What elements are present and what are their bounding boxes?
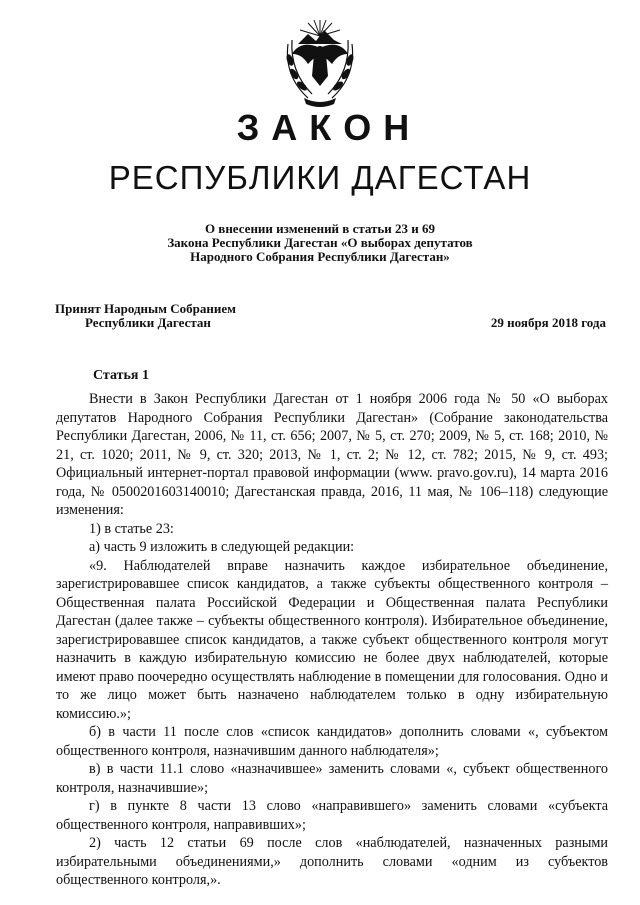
article-body [56,390,608,890]
law-subtitle: РЕСПУБЛИКИ ДАГЕСТАН [108,159,532,196]
article-paragraph: 2) часть 12 статьи 69 после слов «наблюдателей, назначенных разными избирательными объединениями,» дополнить словами «одним из субъектов общественного контроля,». [56,835,608,888]
article-paragraph: б) в части 11 после слов «список кандидатов» дополнить словами «, субъектом общественного контроля, назначившим данного наблюдателя»; [56,724,608,759]
article-title: Статья 1 [93,368,149,383]
adoption-line: Республики Дагестан [85,315,211,330]
adoption-info [55,302,236,330]
law-title: ЗАКОН [236,107,422,148]
article-paragraph: Внести в Закон Республики Дагестан от 1 ноября 2006 года № 50 «О выборах депутатов Народного Собрания Республики Дагестан» (Собрание законодательства Республики Дагестан, 2006, № 11, ст. 656; 2007, № 5, ст. 270; 2009, № 5, ст. 168; 2010, № 21, ст. 1020; 2011, № 9, ст. 320; 2013, № 1, ст. 2; № 12, ст. 782; 2015, № 9, ст. 493; Официальный интернет-портал правовой информации (www. pravo.gov.ru), 14 марта 2016 года, № 0500201603140010; Дагестанская правда, 2016, 11 мая, № 106–118) следующие изменения: [56,391,608,518]
law-name [0,222,640,264]
adoption-line: Принят Народным Собранием [55,301,237,316]
law-name-line: О внесении изменений в статьи 23 и 69 [204,221,436,236]
dagestan-eagle-emblem-icon [278,14,362,110]
adoption-date: 29 ноября 2018 года [490,315,606,330]
article-paragraph: г) в пункте 8 части 13 слово «направившего» заменить словами «субъекта общественного контроля, направивших»; [56,798,608,833]
article-paragraph: а) часть 9 изложить в следующей редакции: [89,539,355,555]
law-name-line: Народного Собрания Республики Дагестан» [190,249,450,264]
article-paragraph: в) в части 11.1 слово «назначившее» заменить словами «, субъект общественного контроля, назначившие»; [56,761,608,796]
article-paragraph: 1) в статье 23: [89,520,174,537]
law-name-line: Закона Республики Дагестан «О выборах депутатов [167,235,473,250]
article-paragraph: «9. Наблюдателей вправе назначить каждое избирательное объединение, зарегистрировавшее список кандидатов, а также субъекты общественного контроля – Общественная палата Российской Федерации и Общественная палата Республики Дагестан (далее также – субъекты общественного контроля). Избирательное объединение, зарегистрировавшее список кандидатов, а также субъект общественного контроля могут назначить в каждую избирательную комиссию не более двух наблюдателей, которые имеют право поочередно осуществлять наблюдение в помещении для голосования. Одно и то же лицо может быть назначено наблюдателем только в одну избирательную комиссию.»; [56,557,608,722]
